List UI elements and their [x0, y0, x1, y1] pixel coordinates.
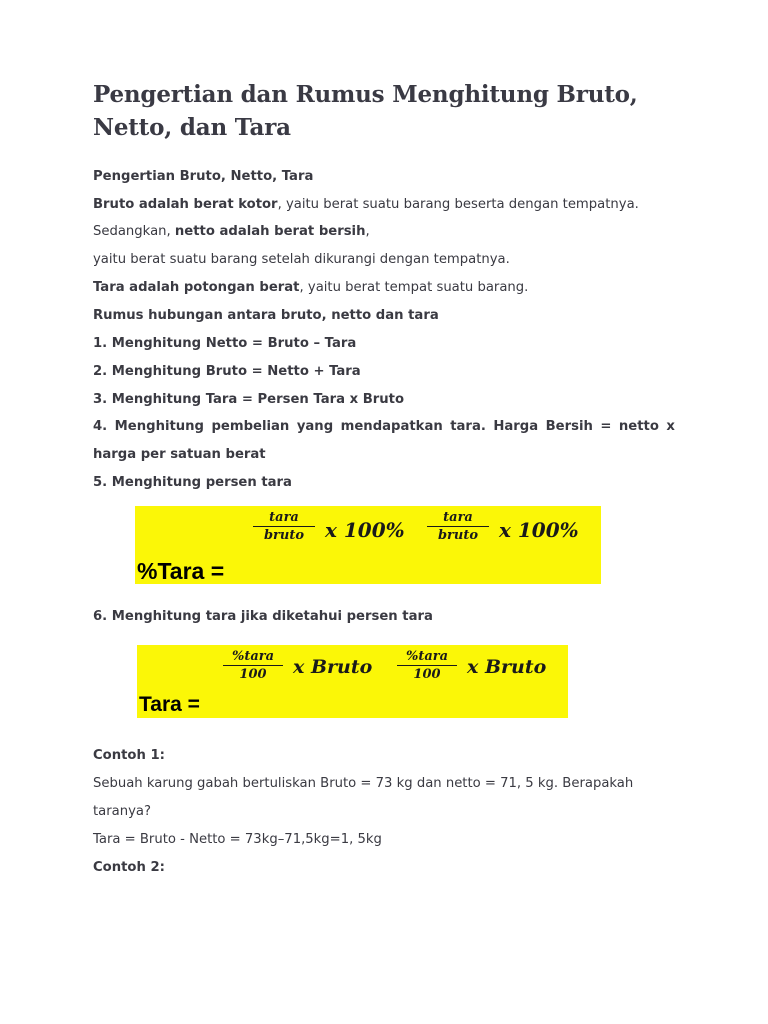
definition-bruto	[93, 196, 639, 214]
example-1-heading: Contoh 1:	[93, 748, 165, 763]
definition-tara-text: , yaitu berat tempat suatu barang.	[299, 280, 529, 295]
fraction-denominator: bruto	[263, 528, 305, 543]
fraction-tara-over-bruto	[427, 510, 489, 543]
multiplier: x 100%	[499, 518, 579, 542]
fraction-percent-tara-over-100	[397, 649, 457, 682]
fraction-percent-tara-over-100	[223, 649, 283, 682]
multiplier: x 100%	[325, 518, 405, 542]
word: yang	[296, 419, 334, 434]
word: mendapatkan	[340, 419, 443, 434]
word: Harga	[493, 419, 539, 434]
definition-netto-term: netto adalah berat bersih	[174, 224, 366, 239]
formula-label: %Tara =	[137, 558, 225, 584]
definition-tara-term: Tara adalah potongan berat	[93, 280, 300, 295]
multiplier: x Bruto	[293, 656, 373, 678]
word: pembelian	[211, 419, 290, 434]
fraction-numerator: %tara	[397, 649, 457, 666]
definition-tara	[93, 279, 528, 297]
word: x	[666, 419, 675, 434]
formula-6-image	[137, 645, 568, 718]
formula-6: 6. Menghitung tara jika diketahui persen tara	[93, 609, 433, 624]
example-2-heading: Contoh 2:	[93, 860, 165, 875]
definition-netto-suffix: ,	[365, 224, 370, 239]
definition-bruto-term: Bruto adalah berat kotor	[93, 197, 278, 212]
formula-4-line2: harga per satuan berat	[93, 447, 266, 462]
fraction-numerator: tara	[253, 510, 315, 527]
page-title: Pengertian dan Rumus Menghitung Bruto, Netto, dan Tara	[93, 81, 638, 141]
formula-1: 1. Menghitung Netto = Bruto – Tara	[93, 336, 357, 351]
word: Bersih	[545, 419, 593, 434]
fraction-numerator: %tara	[223, 649, 283, 666]
word: 4.	[93, 419, 108, 434]
fraction-denominator: bruto	[437, 528, 479, 543]
fraction-numerator: tara	[427, 510, 489, 527]
formula-4-line1	[93, 418, 675, 436]
example-1-text-line2: taranya?	[93, 804, 151, 819]
multiplier: x Bruto	[467, 656, 547, 678]
formula-3: 3. Menghitung Tara = Persen Tara x Bruto	[93, 392, 404, 407]
formula-2: 2. Menghitung Bruto = Netto + Tara	[93, 364, 361, 379]
definition-netto-prefix: Sedangkan,	[93, 224, 175, 239]
fraction-denominator: 100	[239, 667, 267, 682]
word: Menghitung	[114, 419, 204, 434]
example-1-text-line1: Sebuah karung gabah bertuliskan Bruto = 73 kg dan netto = 71, 5 kg. Berapakah	[93, 776, 634, 791]
fraction-denominator: 100	[413, 667, 441, 682]
formulas-heading: Rumus hubungan antara bruto, netto dan tara	[93, 308, 439, 323]
word: tara.	[450, 419, 486, 434]
fraction-tara-over-bruto	[253, 510, 315, 543]
word: netto	[618, 419, 659, 434]
formula-label: Tara =	[139, 693, 200, 716]
definition-netto-line2: yaitu berat suatu barang setelah dikurangi dengan tempatnya.	[93, 252, 510, 267]
definition-bruto-text: , yaitu berat suatu barang beserta dengan tempatnya.	[277, 197, 639, 212]
word: =	[600, 419, 612, 434]
formula-5-image	[135, 506, 601, 584]
formula-5: 5. Menghitung persen tara	[93, 475, 292, 490]
definition-netto-line1	[93, 223, 370, 241]
section-heading: Pengertian Bruto, Netto, Tara	[93, 169, 314, 184]
example-1-answer: Tara = Bruto - Netto = 73kg–71,5kg=1, 5kg	[93, 832, 382, 847]
